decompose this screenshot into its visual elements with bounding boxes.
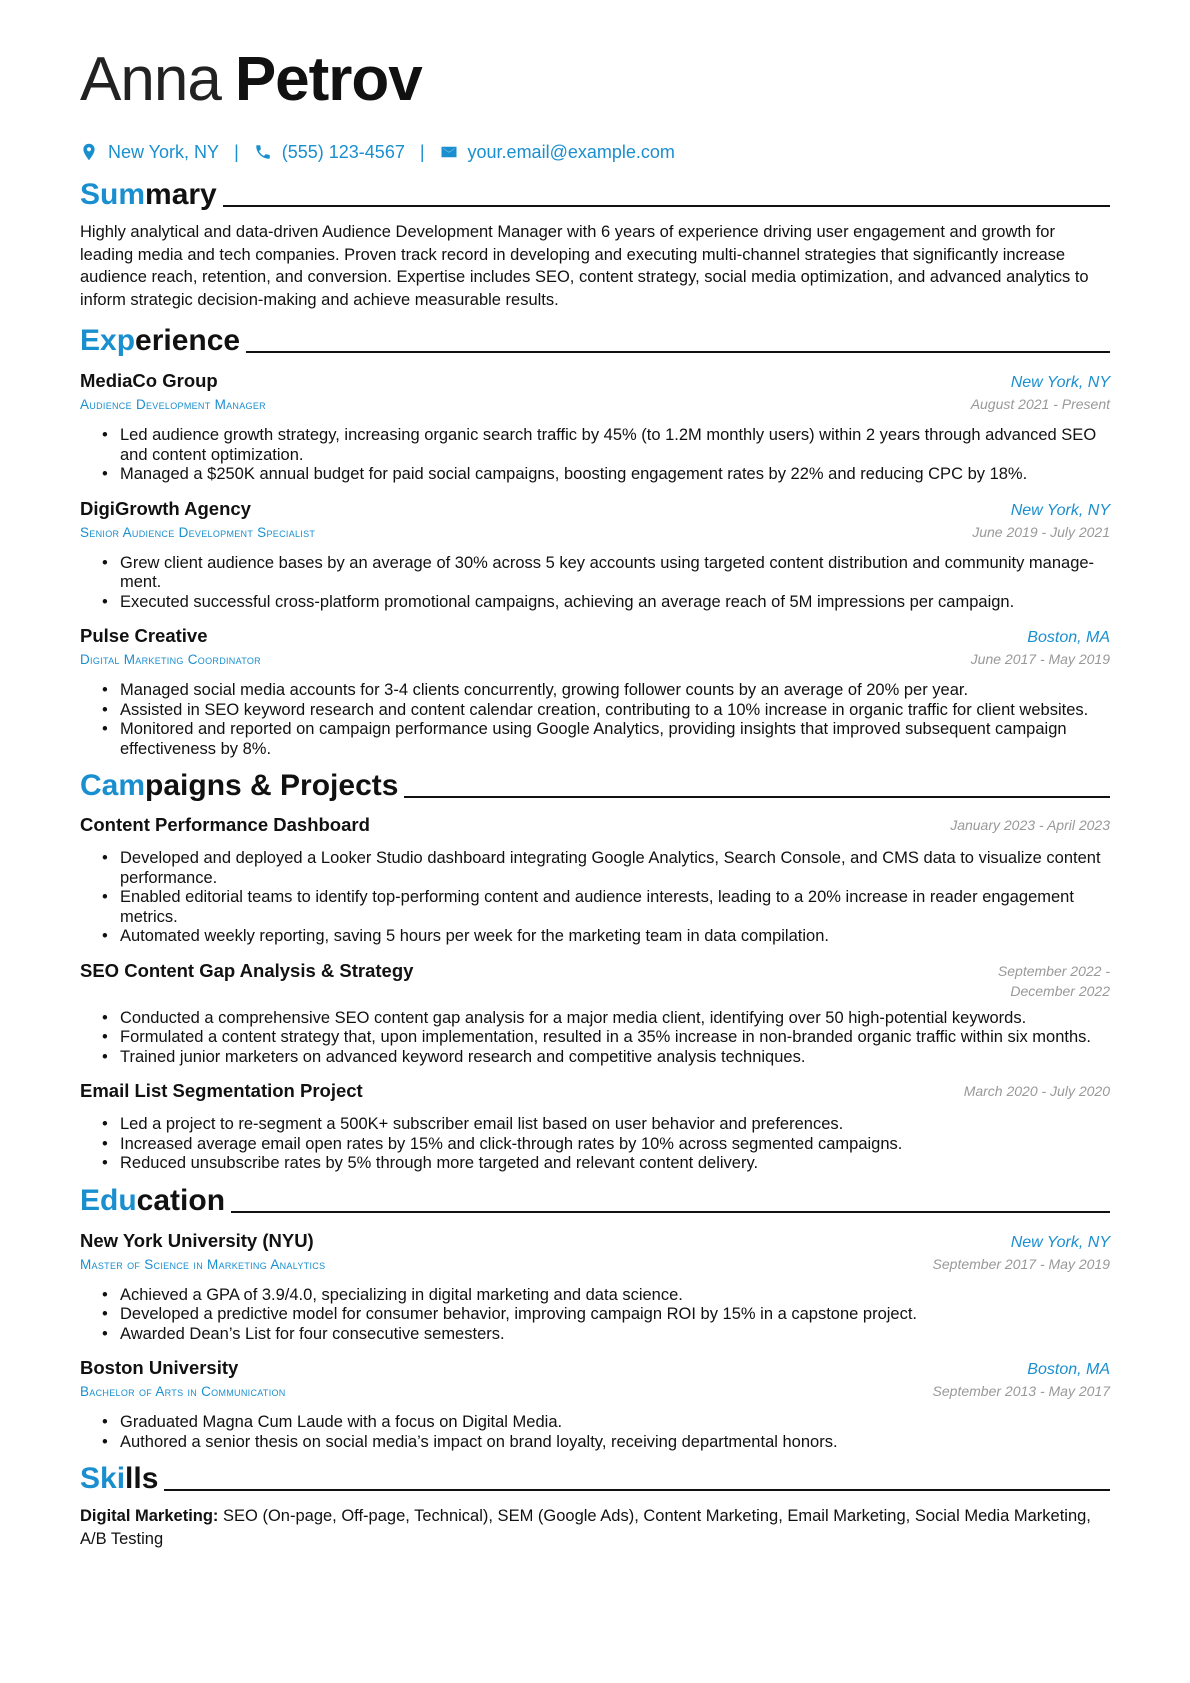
project-bullets <box>80 1115 1110 1174</box>
list-item: • Assisted in SEO keyword research and content calendar creation, contributing to a 10% increase in organic traffic for client websites. <box>102 701 1110 721</box>
section-title: Skills <box>80 1462 159 1495</box>
project-entry <box>80 959 1110 1068</box>
list-item: • Developed a predictive model for consumer behavior, improving campaign ROI by 15% in a capstone project. <box>102 1305 1110 1325</box>
contact-bar <box>80 138 1110 166</box>
list-item: • Enabled editorial teams to identify top-performing content and audience interests, leading to a 20% increase in reader engagement metrics. <box>102 888 1110 927</box>
job-dates: August 2021 - Present <box>970 396 1110 412</box>
experience-heading <box>80 320 1110 358</box>
education-entry <box>80 1356 1110 1452</box>
skills-row <box>80 1505 1110 1550</box>
summary-text: Highly analytical and data-driven Audience Development Manager with 6 years of experience driving user engagement and growth for leading media and tech companies. Proven track record in developing and executing multi-channel strategies that significantly increase audience reach, retention, and conversion. Expertise includes SEO, content strategy, social media optimization, and advanced analytics to inform strategic decision-making and achieve measurable results. <box>80 223 1089 309</box>
section-title: Campaigns & Projects <box>80 769 399 802</box>
project-dates: January 2023 - April 2023 <box>950 817 1110 833</box>
list-item: • Developed and deployed a Looker Studio dashboard integrating Google Analytics, Search Console, and CMS data to visualize content performance. <box>102 849 1110 888</box>
job-bullets <box>80 554 1110 613</box>
job-entry <box>80 497 1110 613</box>
skill-label: Digital Marketing: <box>80 1507 219 1525</box>
list-item: • Formulated a content strategy that, upon implementation, resulted in a 35% increase in non-branded organic traffic within six months. <box>102 1028 1110 1048</box>
map-pin-icon <box>80 143 98 161</box>
education-entry <box>80 1229 1110 1345</box>
list-item: • Automated weekly reporting, saving 5 hours per week for the marketing team in data compilation. <box>102 927 1110 947</box>
projects-heading <box>80 765 1110 803</box>
job-dates: June 2019 - July 2021 <box>972 523 1110 540</box>
company-name: MediaCo Group <box>80 370 218 391</box>
job-role: Digital Marketing Coordinator <box>80 652 261 667</box>
job-role: Senior Audience Development Specialist <box>80 524 316 540</box>
section-rule <box>404 796 1110 798</box>
company-name: DigiGrowth Agency <box>80 497 251 519</box>
list-item: • Conducted a comprehensive SEO content gap analysis for a major media client, identifying over 50 high-potential keywords. <box>102 1009 1110 1029</box>
list-item: • Graduated Magna Cum Laude with a focus on Digital Media. <box>102 1413 1110 1433</box>
job-dates: June 2017 - May 2019 <box>970 651 1110 667</box>
list-item: • Managed a $250K annual budget for paid social campaigns, boosting engagement rates by 22% and reducing CPC by 18%. <box>102 465 1110 485</box>
project-title: Content Performance Dashboard <box>80 814 370 835</box>
company-name: Pulse Creative <box>80 625 208 646</box>
section-title: Education <box>80 1183 226 1217</box>
contact-email[interactable] <box>440 142 675 163</box>
list-item: • Authored a senior thesis on social media’s impact on brand loyalty, receiving departmental honors. <box>102 1433 1110 1453</box>
job-location: New York, NY <box>1010 374 1110 391</box>
last-name: Petrov <box>234 45 422 114</box>
job-role: Audience Development Manager <box>80 397 266 412</box>
skills-heading <box>80 1458 1110 1496</box>
degree: Bachelor of Arts in Communication <box>80 1384 286 1399</box>
list-item: • Grew client audience bases by an average of 30% across 5 key accounts using targeted content distribution and community manage-ment. <box>102 554 1110 593</box>
candidate-name <box>80 44 1110 118</box>
school-name: Boston University <box>80 1357 239 1378</box>
school-dates: September 2013 - May 2017 <box>932 1383 1110 1399</box>
first-name: Anna <box>80 45 221 114</box>
contact-separator: | <box>419 141 425 162</box>
list-item: • Led audience growth strategy, increasing organic search traffic by 45% (to 1.2M monthly users) within 2 years through advanced SEO and content optimization. <box>102 426 1110 465</box>
contact-phone[interactable] <box>254 142 405 163</box>
project-dates: March 2020 - July 2020 <box>963 1083 1110 1099</box>
list-item: • Monitored and reported on campaign performance using Google Analytics, providing insights that improved subsequent campaign effectiveness by 8%. <box>102 720 1110 759</box>
section-title: Experience <box>80 324 241 357</box>
school-dates: September 2017 - May 2019 <box>932 1255 1110 1272</box>
list-item: • Achieved a GPA of 3.9/4.0, specializing in digital marketing and data science. <box>102 1286 1110 1306</box>
project-title: SEO Content Gap Analysis & Strategy <box>80 959 414 981</box>
phone-text: (555) 123-4567 <box>281 141 405 162</box>
list-item: • Reduced unsubscribe rates by 5% through more targeted and relevant content delivery. <box>102 1154 1110 1174</box>
project-entry <box>80 813 1110 947</box>
skill-value: SEO (On-page, Off-page, Technical), SEM (Google Ads), Content Marketing, Email Marketing, Social Media Marketing, A/B Testing <box>80 1507 1091 1548</box>
section-rule <box>246 351 1110 353</box>
contact-separator: | <box>234 141 239 162</box>
school-location: New York, NY <box>1010 1233 1110 1251</box>
section-rule <box>223 205 1110 207</box>
contact-location <box>80 142 219 163</box>
project-bullets <box>80 1009 1110 1068</box>
phone-icon <box>254 143 272 161</box>
project-bullets <box>80 849 1110 947</box>
section-title: Summary <box>80 178 217 211</box>
email-text: your.email@example.com <box>467 141 675 162</box>
location-text: New York, NY <box>108 141 220 162</box>
project-title: Email List Segmentation Project <box>80 1080 363 1101</box>
job-location: New York, NY <box>1010 501 1110 519</box>
school-name: New York University (NYU) <box>80 1229 314 1251</box>
section-rule <box>231 1211 1110 1213</box>
job-bullets <box>80 681 1110 759</box>
job-bullets <box>80 426 1110 485</box>
list-item: • Awarded Dean’s List for four consecutive semesters. <box>102 1325 1110 1345</box>
list-item: • Increased average email open rates by 15% and click-through rates by 10% across segmented campaigns. <box>102 1135 1110 1155</box>
education-heading <box>80 1180 1110 1218</box>
education-bullets <box>80 1413 1110 1452</box>
summary-heading <box>80 174 1110 212</box>
school-location: Boston, MA <box>1027 1361 1110 1378</box>
job-location: Boston, MA <box>1027 629 1110 646</box>
education-bullets <box>80 1286 1110 1345</box>
section-rule <box>164 1489 1110 1491</box>
list-item: • Managed social media accounts for 3-4 clients concurrently, growing follower counts by an average of 20% per year. <box>102 681 1110 701</box>
list-item: • Trained junior marketers on advanced keyword research and competitive analysis techniques. <box>102 1048 1110 1068</box>
project-entry <box>80 1079 1110 1174</box>
job-entry <box>80 369 1110 485</box>
list-item: • Executed successful cross-platform promotional campaigns, achieving an average reach of 5M impressions per campaign. <box>102 593 1110 613</box>
project-dates: September 2022 - December 2022 <box>997 962 1110 999</box>
envelope-icon <box>440 143 458 161</box>
list-item: • Led a project to re-segment a 500K+ subscriber email list based on user behavior and preferences. <box>102 1115 1110 1135</box>
degree: Master of Science in Marketing Analytics <box>80 1256 326 1272</box>
job-entry <box>80 624 1110 759</box>
